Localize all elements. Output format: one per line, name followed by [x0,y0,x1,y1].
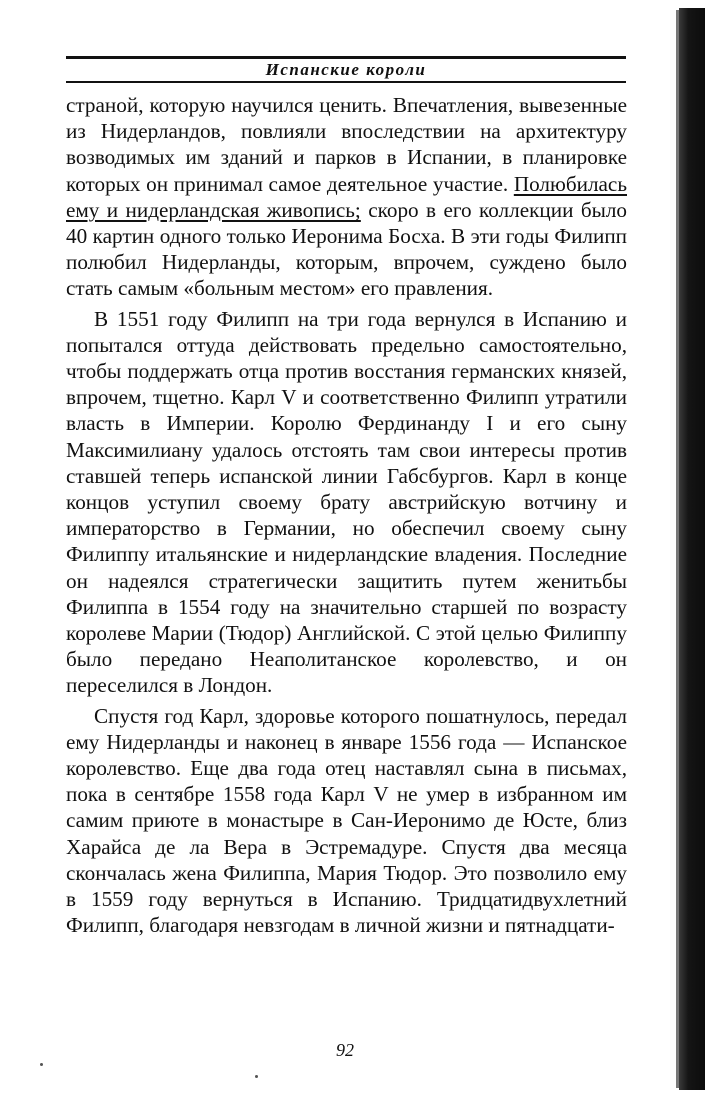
paragraph-3: Спустя год Карл, здоровье которого пошатнулось, передал ему Нидерланды и наконец в январе 1556 года — Испанское королевство. Еще два года отец наставлял сына в письмах, пока в сентябре 1558 года Карл V не умер в избранном им самим приюте в монастыре в Сан-Иеронимо де Юсте, близ Харайса де ла Вера в Эстремадуре. Спустя два месяца скончалась жена Филиппа, Мария Тюдор. Это позволило ему в 1559 году вернуться в Испанию. Тридцатидвухлетний Филипп, благодаря невзгодам в личной жизни и пятнадцати- [66,703,627,938]
scan-speck [255,1075,258,1078]
paragraph-2: В 1551 году Филипп на три года вернулся в Испанию и попытался оттуда действовать предельно самостоятельно, чтобы поддержать отца против восстания германских князей, впрочем, тщетно. Карл V и соответственно Филипп утратили власть в Империи. Королю Фердинанду I и его сыну Максимилиану удалось отстоять там свои интересы против ставшей теперь испанской линии Габсбургов. Карл в конце концов уступил своему брату австрийскую вотчину и императорство в Германии, но обеспечил своему сыну Филиппу итальянские и нидерландские владения. Последние он надеялся стратегически защитить путем женитьбы Филиппа в 1554 году на значительно старшей по возрасту королеве Марии (Тюдор) Английской. С этой целью Филиппу было передано Неаполитанское королевство, и он переселился в Лондон. [66,306,627,698]
page-body [66,92,627,939]
running-title: Испанские короли [265,60,427,79]
underlined-phrase: Полюбилась ему и нидерландская живопись; [66,171,627,222]
paragraph-1-part-1: страной, которую научился ценить. Впечатления, вывезенные из Нидерландов, повлияли впоследствии на архитектуру возводимых им зданий и парков в Испании, в планировке которых он принимал самое деятельное участие. [66,93,627,196]
scan-speck [40,1063,43,1066]
book-spine-shadow [679,8,705,1090]
running-header [66,56,626,83]
paragraph-1-part-2: скоро в его коллекции было 40 картин одного только Иеронима Босха. В эти годы Филипп полюбил Нидерланды, которым, впрочем, суждено было стать самым «больным местом» его правления. [66,197,627,301]
page-number: 92 [336,1040,354,1060]
paragraph-1 [66,92,627,302]
